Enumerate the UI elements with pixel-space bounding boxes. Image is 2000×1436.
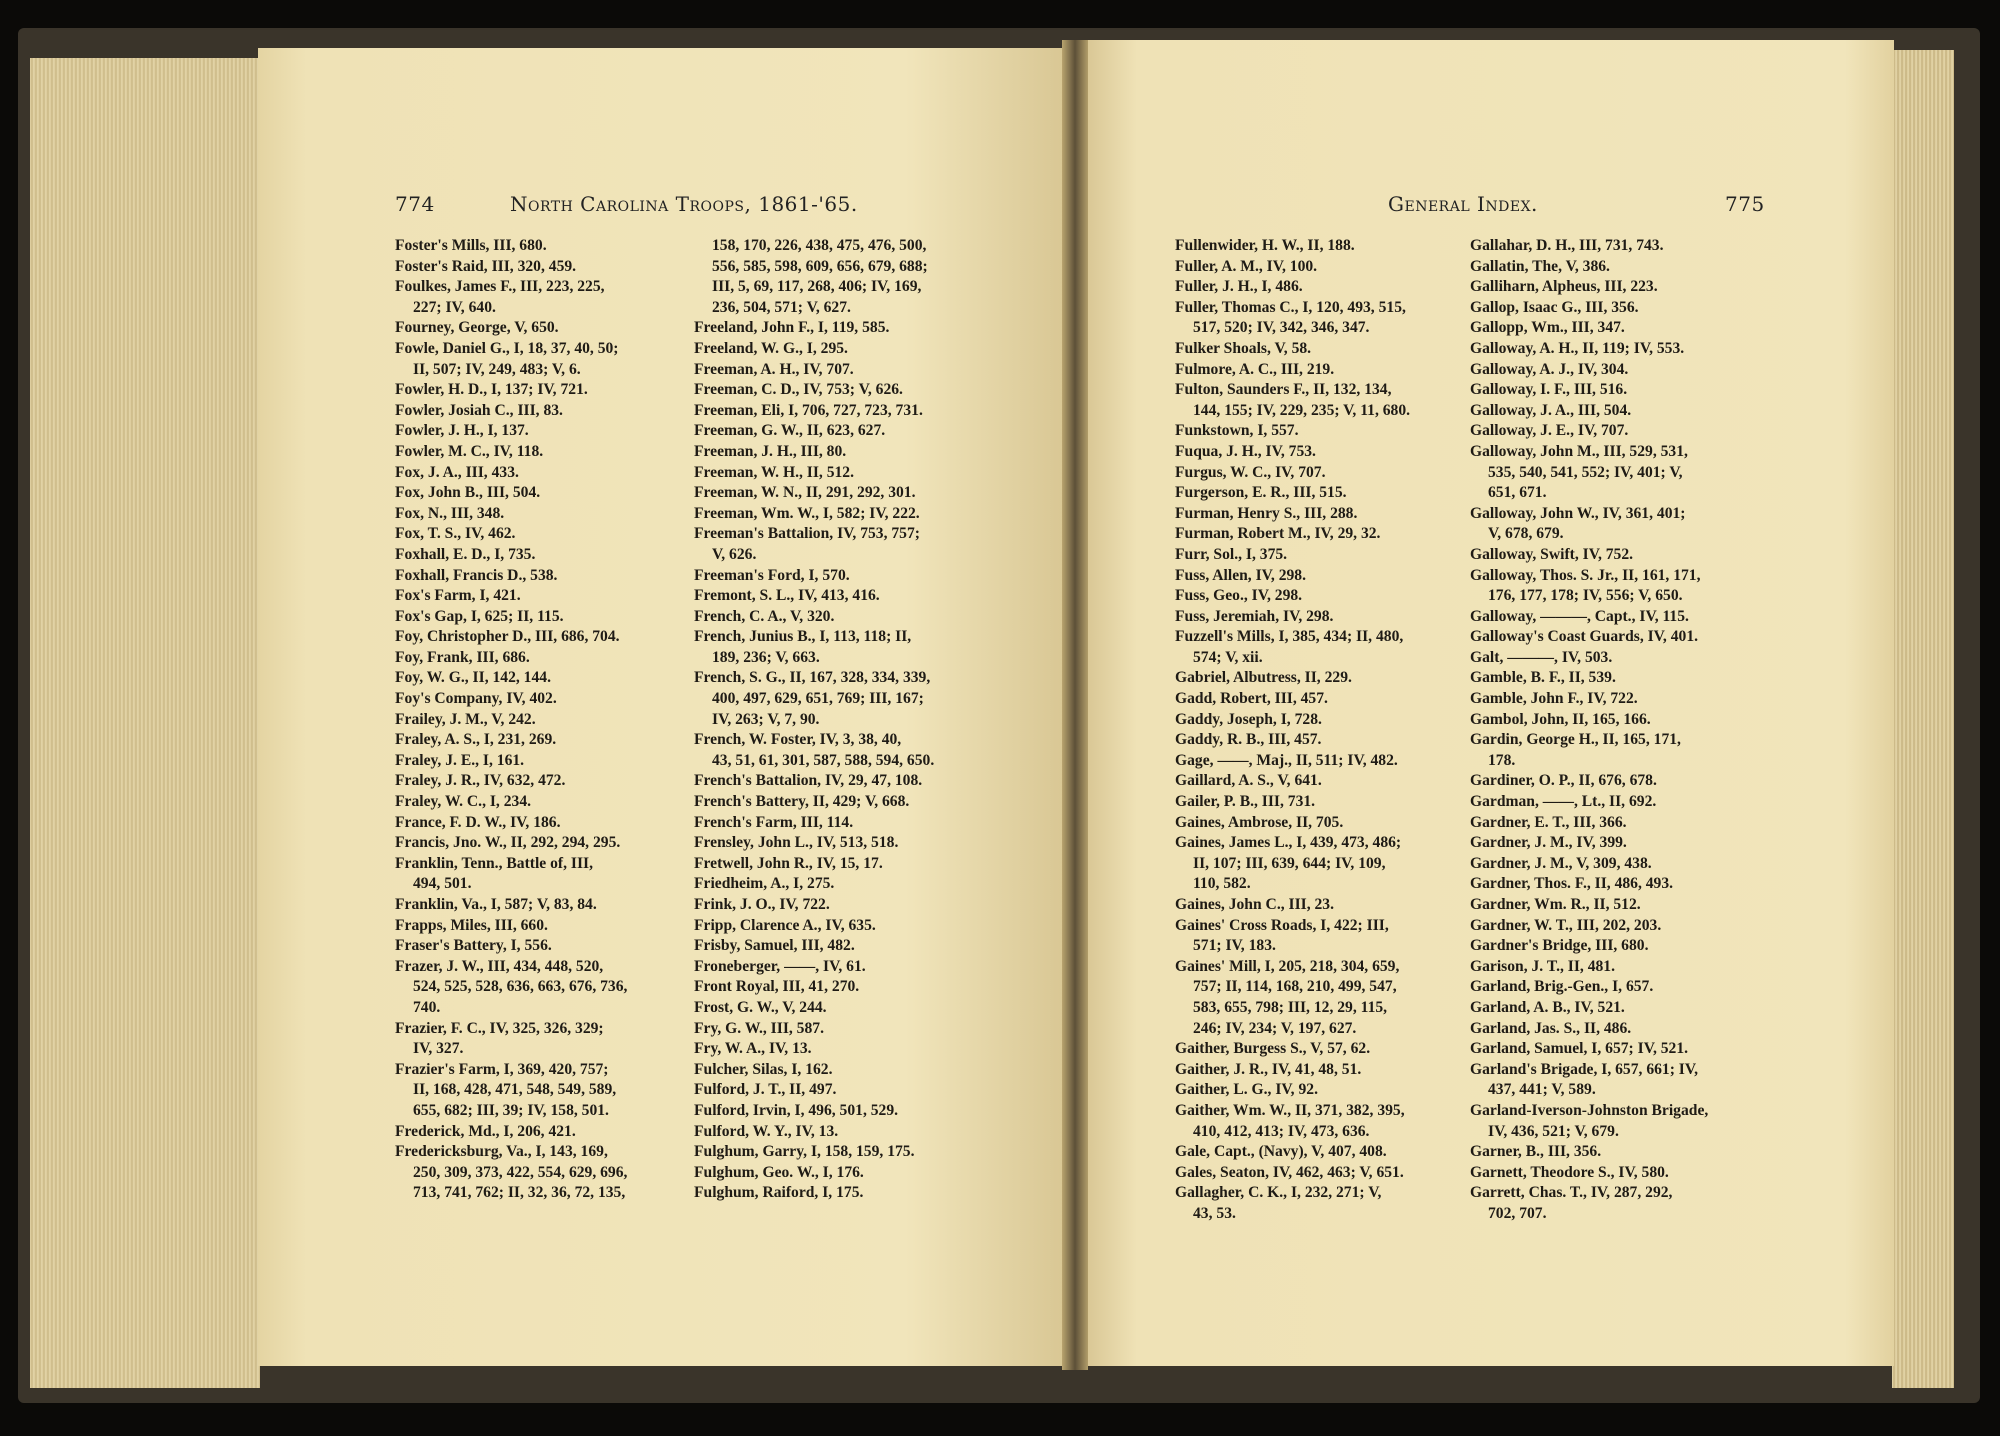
index-entry-line: Fredericksburg, Va., I, 143, 169, [395,1143,608,1161]
index-entry-line: Galloway, Thos. S. Jr., II, 161, 171, [1470,566,1701,584]
index-entry-line: 651, 671. [1488,484,1547,502]
index-entry-line: Fowler, H. D., I, 137; IV, 721. [395,381,588,399]
index-entry-line: Fulton, Saunders F., II, 132, 134, [1175,381,1392,399]
index-entry-line: Gardner, J. M., V, 309, 438. [1470,854,1652,872]
index-entry-line: 43, 53. [1193,1204,1236,1222]
index-entry-line: Fulghum, Raiford, I, 175. [694,1184,864,1202]
index-entry-line: V, 678, 679. [1488,525,1564,543]
index-entry-line: IV, 436, 521; V, 679. [1488,1122,1619,1140]
index-entry-line: Garnett, Theodore S., IV, 580. [1470,1163,1669,1181]
index-entry-line: Foster's Mills, III, 680. [395,237,547,254]
index-entry-line: Gadd, Robert, III, 457. [1175,690,1328,708]
index-entry-line: 713, 741, 762; II, 32, 36, 72, 135, [413,1184,626,1202]
index-entry-line: Fry, W. A., IV, 13. [694,1040,812,1058]
index-entry-line: Foy's Company, IV, 402. [395,690,557,708]
index-entry-line: Froneberger, ——, IV, 61. [694,957,866,975]
index-entry-line: Fox, J. A., III, 433. [395,463,519,481]
index-entry-line: Frink, J. O., IV, 722. [694,896,830,913]
index-entry-line: Garland, Samuel, I, 657; IV, 521. [1470,1040,1689,1058]
index-entry-line: 556, 585, 598, 609, 656, 679, 688; [712,257,928,275]
index-entry-line: 494, 501. [413,875,472,893]
index-entry-line: Frazer, J. W., III, 434, 448, 520, [395,957,604,975]
index-entry-line: Galloway, Swift, IV, 752. [1470,545,1634,563]
index-entry-line: Gardman, ——, Lt., II, 692. [1470,793,1657,811]
index-entry-line: Fowler, M. C., IV, 118. [395,442,544,460]
book-gutter [1062,40,1088,1370]
index-entry-line: Frazier's Farm, I, 369, 420, 757; [395,1060,609,1078]
index-entry-line: 740. [413,998,441,1016]
index-entry-line: Furgus, W. C., IV, 707. [1175,463,1326,481]
right-index-column-2 [1470,236,1760,1225]
index-entry-line: Fowle, Daniel G., I, 18, 37, 40, 50; [395,339,619,357]
index-entry-line: Francis, Jno. W., II, 292, 294, 295. [395,834,621,852]
index-entry-line: French, Junius B., I, 113, 118; II, [694,628,912,646]
index-entry-line: Franklin, Va., I, 587; V, 83, 84. [395,896,597,913]
index-entry-line: II, 168, 428, 471, 548, 549, 589, [413,1081,617,1099]
index-entry-line: Fretwell, John R., IV, 15, 17. [694,854,883,872]
index-entry-line: II, 107; III, 639, 644; IV, 109, [1193,854,1386,872]
index-entry-line: 702, 707. [1488,1204,1547,1222]
index-entry-line: III, 5, 69, 117, 268, 406; IV, 169, [712,278,922,296]
index-entry-line: Gardner, Wm. R., II, 512. [1470,896,1641,913]
index-entry-line: 189, 236; V, 663. [712,648,820,666]
index-entry-line: Galloway, I. F., III, 516. [1470,381,1628,399]
index-entry-line: Galloway, J. E., IV, 707. [1470,422,1629,440]
index-entry-line: Frensley, John L., IV, 513, 518. [694,834,899,852]
index-entry-line: Gardner, Thos. F., II, 486, 493. [1470,875,1674,893]
right-page-number: 775 [1725,192,1765,216]
index-entry-line: 437, 441; V, 589. [1488,1081,1596,1099]
index-entry-line: 236, 504, 571; V, 627. [712,298,851,316]
index-entry-line: Gaines, James L., I, 439, 473, 486; [1175,834,1402,852]
index-entry-line: Galloway, A. H., II, 119; IV, 553. [1470,339,1685,357]
index-entry-line: Freeman, A. H., IV, 707. [694,360,854,378]
index-entry-line: Gales, Seaton, IV, 462, 463; V, 651. [1175,1163,1404,1181]
index-entry-line: Fraley, J. R., IV, 632, 472. [395,772,566,790]
index-entry-line: Fox's Farm, I, 421. [395,587,521,605]
index-entry-line: Furman, Robert M., IV, 29, 32. [1175,525,1381,543]
index-entry-line: Fuller, Thomas C., I, 120, 493, 515, [1175,298,1406,316]
index-entry-line: Fourney, George, V, 650. [395,319,559,337]
index-entry-line: Gage, ——, Maj., II, 511; IV, 482. [1175,751,1398,769]
index-entry-line: 110, 582. [1193,875,1251,893]
index-entry-line: French's Battery, II, 429; V, 668. [694,793,910,811]
index-entry-line: Fullenwider, H. W., II, 188. [1175,237,1355,254]
index-entry-line: Furman, Henry S., III, 288. [1175,504,1358,522]
index-entry-line: Funkstown, I, 557. [1175,422,1299,440]
index-entry-line: France, F. D. W., IV, 186. [395,813,561,831]
index-entry-line: Gaither, L. G., IV, 92. [1175,1081,1318,1099]
index-entry-line: Frailey, J. M., V, 242. [395,710,536,728]
index-entry-line: IV, 263; V, 7, 90. [712,710,820,728]
left-running-head: North Carolina Troops, 1861-'65. [510,192,858,216]
index-entry-line: 524, 525, 528, 636, 663, 676, 736, [413,978,628,996]
index-entry-line: 178. [1488,751,1516,769]
index-entry-line: V, 626. [712,545,757,563]
index-entry-line: Freeland, John F., I, 119, 585. [694,319,890,337]
index-entry-line: Freeman, W. H., II, 512. [694,463,854,481]
index-entry-line: Foxhall, Francis D., 538. [395,566,558,584]
index-entry-line: 250, 309, 373, 422, 554, 629, 696, [413,1163,628,1181]
index-entry-line: 158, 170, 226, 438, 475, 476, 500, [712,237,927,254]
index-entry-line: Fuss, Jeremiah, IV, 298. [1175,607,1334,625]
index-entry-line: Gabriel, Albutress, II, 229. [1175,669,1352,687]
index-entry-line: 144, 155; IV, 229, 235; V, 11, 680. [1193,401,1411,419]
index-entry-line: Fremont, S. L., IV, 413, 416. [694,587,880,605]
index-entry-line: 757; II, 114, 168, 210, 499, 547, [1193,978,1397,996]
index-entry-line: 583, 655, 798; III, 12, 29, 115, [1193,998,1388,1016]
index-entry-line: French, S. G., II, 167, 328, 334, 339, [694,669,931,687]
index-entry-line: Garison, J. T., II, 481. [1470,957,1615,975]
index-entry-line: Foster's Raid, III, 320, 459. [395,257,577,275]
index-entry-line: Fry, G. W., III, 587. [694,1019,824,1037]
index-entry-line: 227; IV, 640. [413,298,496,316]
index-entry-line: Fulghum, Garry, I, 158, 159, 175. [694,1143,915,1161]
index-entry-line: Galloway, John W., IV, 361, 401; [1470,504,1686,522]
index-entry-line: Foy, Frank, III, 686. [395,648,530,666]
index-entry-line: Galloway's Coast Guards, IV, 401. [1470,628,1699,646]
index-entry-line: Gaines' Cross Roads, I, 422; III, [1175,916,1389,934]
index-entry-line: Fox, N., III, 348. [395,504,505,522]
index-entry-line: Garland, Jas. S., II, 486. [1470,1019,1632,1037]
index-entry-line: Galloway, John M., III, 529, 531, [1470,442,1688,460]
index-entry-line: Fripp, Clarence A., IV, 635. [694,916,876,934]
index-entry-line: 574; V, xii. [1193,648,1263,666]
index-entry-line: Gaither, Burgess S., V, 57, 62. [1175,1040,1371,1058]
index-entry-line: Fuller, A. M., IV, 100. [1175,257,1318,275]
index-entry-line: 571; IV, 183. [1193,937,1276,955]
index-entry-line: French, C. A., V, 320. [694,607,835,625]
index-entry-line: IV, 327. [413,1040,464,1058]
index-entry-line: Frapps, Miles, III, 660. [395,916,548,934]
index-entry-line: Gallahar, D. H., III, 731, 743. [1470,237,1664,254]
index-entry-line: Foy, W. G., II, 142, 144. [395,669,551,687]
index-entry-line: Gardner, J. M., IV, 399. [1470,834,1627,852]
index-entry-line: Freeman, W. N., II, 291, 292, 301. [694,484,916,502]
index-entry-line: Freeman's Ford, I, 570. [694,566,850,584]
index-entry-line: Fulcher, Silas, I, 162. [694,1060,833,1078]
index-entry-line: Fox's Gap, I, 625; II, 115. [395,607,564,625]
index-entry-line: Friedheim, A., I, 275. [694,875,835,893]
index-entry-line: Gaillard, A. S., V, 641. [1175,772,1322,790]
index-entry-line: Gamble, John F., IV, 722. [1470,690,1638,708]
index-entry-line: Frisby, Samuel, III, 482. [694,937,855,955]
index-entry-line: Garrett, Chas. T., IV, 287, 292, [1470,1184,1673,1202]
index-entry-line: Fulford, W. Y., IV, 13. [694,1122,839,1140]
index-entry-line: Fraley, J. E., I, 161. [395,751,525,769]
index-entry-line: Frost, G. W., V, 244. [694,998,827,1016]
index-entry-line: Galliharn, Alpheus, III, 223. [1470,278,1658,296]
index-entry-line: 400, 497, 629, 651, 769; III, 167; [712,690,924,708]
index-entry-line: Furgerson, E. R., III, 515. [1175,484,1347,502]
index-entry-line: Front Royal, III, 41, 270. [694,978,860,996]
index-entry-line: Fulker Shoals, V, 58. [1175,339,1312,357]
index-entry-line: Gallopp, Wm., III, 347. [1470,319,1625,337]
index-entry-line: Galt, ———, IV, 503. [1470,648,1613,666]
index-entry-line: Fulmore, A. C., III, 219. [1175,360,1335,378]
index-entry-line: Garland, Brig.-Gen., I, 657. [1470,978,1654,996]
index-entry-line: Gardner, E. T., III, 366. [1470,813,1627,831]
index-entry-line: Franklin, Tenn., Battle of, III, [395,854,593,872]
index-entry-line: Gaines, Ambrose, II, 705. [1175,813,1344,831]
index-entry-line: 410, 412, 413; IV, 473, 636. [1193,1122,1370,1140]
index-entry-line: Gale, Capt., (Navy), V, 407, 408. [1175,1143,1387,1161]
index-entry-line: Garland, A. B., IV, 521. [1470,998,1625,1016]
index-entry-line: Gaddy, Joseph, I, 728. [1175,710,1322,728]
index-entry-line: Freeman, G. W., II, 623, 627. [694,422,886,440]
index-entry-line: 517, 520; IV, 342, 346, 347. [1193,319,1370,337]
index-entry-line: Gaines' Mill, I, 205, 218, 304, 659, [1175,957,1400,975]
index-entry-line: Gallatin, The, V, 386. [1470,257,1610,275]
index-entry-line: 655, 682; III, 39; IV, 158, 501. [413,1101,609,1119]
index-entry-line: Garland's Brigade, I, 657, 661; IV, [1470,1060,1699,1078]
index-entry-line: Garland-Iverson-Johnston Brigade, [1470,1101,1709,1119]
index-entry-line: Fuzzell's Mills, I, 385, 434; II, 480, [1175,628,1404,646]
index-entry-line: Gaddy, R. B., III, 457. [1175,731,1322,749]
index-entry-line: Gallagher, C. K., I, 232, 271; V, [1175,1184,1382,1202]
index-entry-line: 246; IV, 234; V, 197, 627. [1193,1019,1357,1037]
index-entry-line: Freeman, J. H., III, 80. [694,442,847,460]
index-entry-line: Freeman, Wm. W., I, 582; IV, 222. [694,504,920,522]
index-entry-line: Galloway, J. A., III, 504. [1470,401,1632,419]
index-entry-line: French, W. Foster, IV, 3, 38, 40, [694,731,902,749]
index-entry-line: Freeman, C. D., IV, 753; V, 626. [694,381,903,399]
index-entry-line: Foulkes, James F., III, 223, 225, [395,278,605,296]
index-entry-line: Gardin, George H., II, 165, 171, [1470,731,1681,749]
index-entry-line: Fox, T. S., IV, 462. [395,525,516,543]
index-entry-line: Fuller, J. H., I, 486. [1175,278,1303,296]
index-entry-line: Fowler, Josiah C., III, 83. [395,401,563,419]
index-entry-line: Gamble, B. F., II, 539. [1470,669,1616,687]
index-entry-line: Gaither, Wm. W., II, 371, 382, 395, [1175,1101,1405,1119]
index-entry-line: Gallop, Isaac G., III, 356. [1470,298,1639,316]
index-entry-line: Gardner's Bridge, III, 680. [1470,937,1649,955]
index-entry-line: 176, 177, 178; IV, 556; V, 650. [1488,587,1683,605]
index-entry-line: Freeland, W. G., I, 295. [694,339,848,357]
right-running-head: General Index. [1388,192,1538,216]
index-entry-line: Fuss, Allen, IV, 298. [1175,566,1306,584]
index-entry-line: Fulford, Irvin, I, 496, 501, 529. [694,1101,899,1119]
index-entry-line: Freeman's Battalion, IV, 753, 757; [694,525,920,543]
index-entry-line: Fraser's Battery, I, 556. [395,937,552,955]
left-page-number: 774 [395,192,435,216]
index-entry-line: Fuss, Geo., IV, 298. [1175,587,1303,605]
index-entry-line: 535, 540, 541, 552; IV, 401; V, [1488,463,1683,481]
index-entry-line: Gambol, John, II, 165, 166. [1470,710,1651,728]
index-entry-line: Garner, B., III, 356. [1470,1143,1602,1161]
index-entry-line: Furr, Sol., I, 375. [1175,545,1288,563]
index-entry-line: II, 507; IV, 249, 483; V, 6. [413,360,581,378]
index-entry-line: Frederick, Md., I, 206, 421. [395,1122,576,1140]
page-edges-right [1892,50,1954,1388]
index-entry-line: Gardner, W. T., III, 202, 203. [1470,916,1662,934]
left-index-column-1 [395,236,685,1204]
index-entry-line: Gailer, P. B., III, 731. [1175,793,1316,811]
index-entry-line: Frazier, F. C., IV, 325, 326, 329; [395,1019,604,1037]
index-entry-line: Gaither, J. R., IV, 41, 48, 51. [1175,1060,1362,1078]
page-edges-left [30,58,260,1388]
index-entry-line: Fraley, A. S., I, 231, 269. [395,731,557,749]
index-entry-line: Fowler, J. H., I, 137. [395,422,529,440]
index-entry-line: Gardiner, O. P., II, 676, 678. [1470,772,1657,790]
index-entry-line: Fox, John B., III, 504. [395,484,541,502]
index-entry-line: Gaines, John C., III, 23. [1175,896,1335,913]
index-entry-line: Foy, Christopher D., III, 686, 704. [395,628,620,646]
index-entry-line: French's Farm, III, 114. [694,813,854,831]
index-entry-line: 43, 51, 61, 301, 587, 588, 594, 650. [712,751,935,769]
index-entry-line: Fulford, J. T., II, 497. [694,1081,837,1099]
right-index-column-1 [1175,236,1465,1225]
index-entry-line: Galloway, A. J., IV, 304. [1470,360,1629,378]
index-entry-line: Galloway, ———, Capt., IV, 115. [1470,607,1689,625]
index-entry-line: French's Battalion, IV, 29, 47, 108. [694,772,923,790]
left-index-column-2 [694,236,994,1204]
index-entry-line: Fulghum, Geo. W., I, 176. [694,1163,864,1181]
index-entry-line: Fraley, W. C., I, 234. [395,793,532,811]
index-entry-line: Foxhall, E. D., I, 735. [395,545,536,563]
index-entry-line: Freeman, Eli, I, 706, 727, 723, 731. [694,401,923,419]
index-entry-line: Fuqua, J. H., IV, 753. [1175,442,1316,460]
